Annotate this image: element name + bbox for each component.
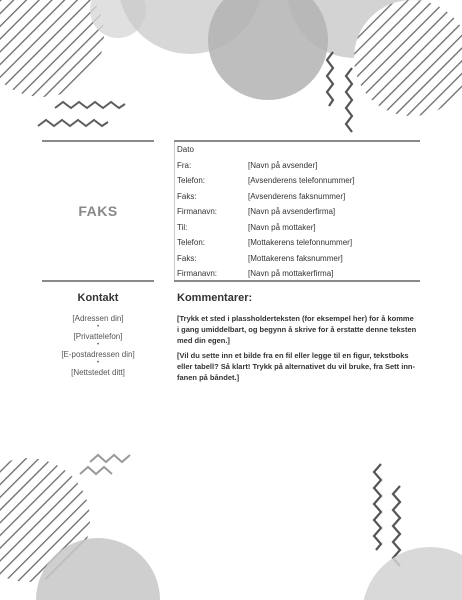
contact-address[interactable]: [Adressen din]: [72, 314, 124, 323]
comments-heading: Kommentarer:: [177, 292, 253, 304]
hatched-circle-top-left: [0, 0, 104, 97]
fax-title: FAKS: [78, 203, 118, 219]
zigzag-bottom-left-1: [90, 455, 130, 462]
contact-bullet: •: [96, 342, 100, 348]
field-label: Firmanavn:: [177, 269, 218, 278]
field-value[interactable]: [Navn på mottaker]: [248, 222, 316, 232]
field-value[interactable]: [Avsenderens faksnummer]: [248, 191, 346, 201]
circle-top-center-right: [208, 0, 328, 100]
zigzag-top-right-1: [327, 52, 333, 106]
contact-website[interactable]: [Nettstedet ditt]: [71, 368, 125, 377]
field-label: Firmanavn:: [177, 207, 218, 216]
comments-paragraph-2[interactable]: [Vil du sette inn et bilde fra en fil eller legge til en figur, tekstboks eller tabell? Så klart! Trykk på alternativet du vil bruke, fra Sett inn-fanen på båndet.]: [177, 351, 415, 382]
contact-list: [42, 313, 154, 378]
field-value[interactable]: [Navn på avsender]: [248, 160, 318, 170]
field-sender-fax[interactable]: [177, 190, 417, 206]
contact-phone[interactable]: [Privattelefon]: [73, 332, 123, 341]
field-label: Fra:: [177, 160, 192, 170]
zigzag-top-right-2: [346, 68, 352, 132]
field-sender-company[interactable]: [177, 205, 417, 221]
zigzag-bottom-right-1: [374, 464, 381, 550]
contact-heading: Kontakt: [77, 292, 119, 304]
zigzag-bottom-right-2: [393, 486, 400, 566]
circle-bottom-right-light: [362, 547, 462, 600]
field-label: Faks:: [177, 191, 197, 201]
field-date[interactable]: [177, 143, 417, 159]
field-recipient-phone[interactable]: [177, 236, 417, 252]
zigzag-top-left-1: [55, 102, 125, 108]
field-label: Telefon:: [177, 238, 206, 247]
comments-paragraph-1[interactable]: [Trykk et sted i plassholderteksten (for eksempel her) for å komme i gang umiddelbart, og begynn å skrive for å erstatte denne teksten med din egen.]: [177, 314, 417, 345]
field-value[interactable]: [Mottakerens telefonnummer]: [248, 238, 353, 247]
contact-bullet: •: [96, 360, 100, 366]
field-label: Dato: [177, 145, 194, 154]
zigzag-bottom-left-2: [80, 467, 112, 474]
field-value[interactable]: [Mottakerens faksnummer]: [248, 253, 343, 263]
field-to[interactable]: [177, 221, 417, 237]
field-value[interactable]: [Navn på avsenderfirma]: [248, 207, 336, 216]
rule-mid-left: [42, 280, 154, 282]
field-recipient-company[interactable]: [177, 267, 417, 283]
zigzag-top-left-2: [38, 120, 108, 126]
field-label: Faks:: [177, 253, 197, 263]
rule-top-right: [174, 140, 420, 142]
field-sender-phone[interactable]: [177, 174, 417, 190]
column-divider: [174, 142, 175, 280]
field-recipient-fax[interactable]: [177, 252, 417, 268]
field-from[interactable]: [177, 159, 417, 175]
contact-email[interactable]: [E-postadressen din]: [61, 350, 135, 359]
field-value[interactable]: [Avsenderens telefonnummer]: [248, 176, 355, 185]
field-value[interactable]: [Navn på mottakerfirma]: [248, 269, 334, 278]
contact-bullet: •: [96, 324, 100, 330]
rule-top-left: [42, 140, 154, 142]
field-label: Telefon:: [177, 176, 206, 185]
field-label: Til:: [177, 222, 188, 232]
